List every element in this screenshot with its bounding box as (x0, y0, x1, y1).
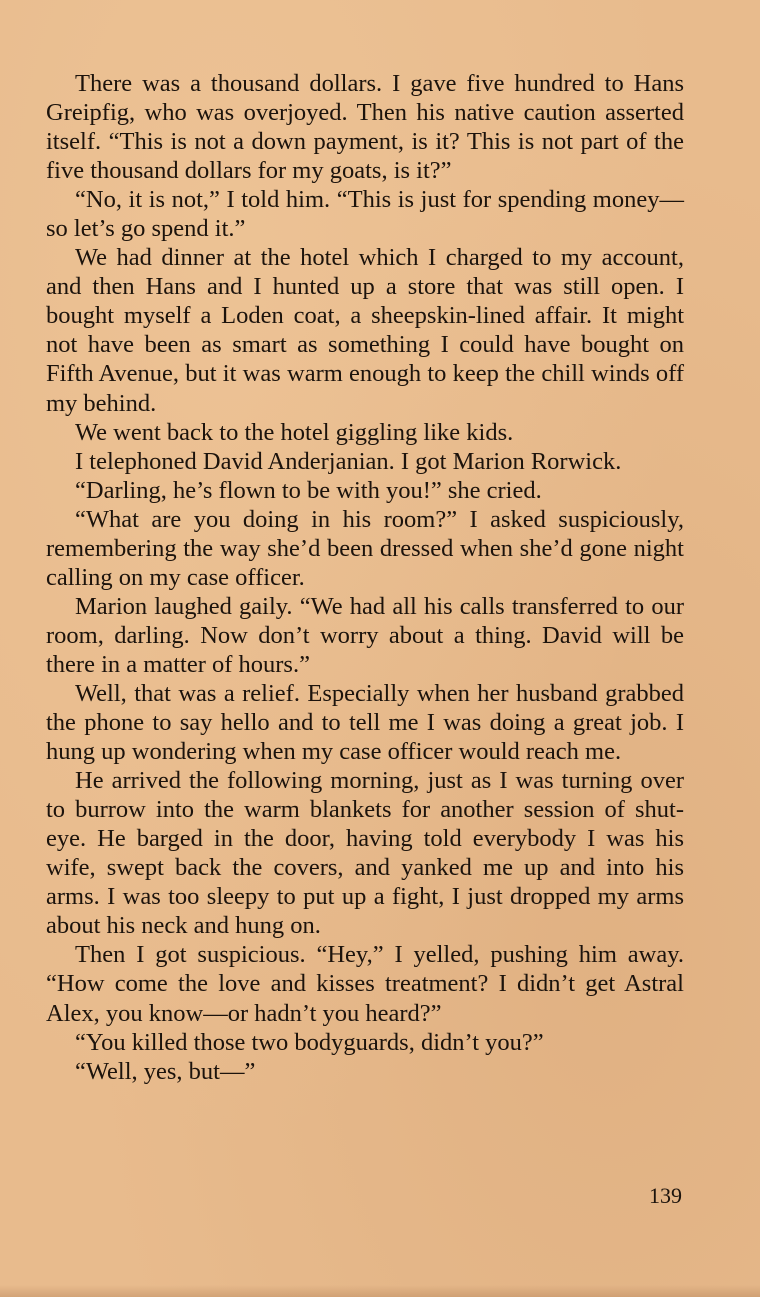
paragraph: “What are you doing in his room?” I asked suspiciously, remembering the way she’d been dressed when she’d gone night calling on my case officer. (46, 505, 684, 591)
paragraph: “Darling, he’s flown to be with you!” she cried. (75, 476, 542, 504)
paragraph: Then I got suspicious. “Hey,” I yelled, pushing him away. “How come the love and kisses treatment? I didn’t get Astral Alex, you know—or hadn’t you heard?” (46, 941, 684, 1027)
paragraph: “You killed those two bodyguards, didn’t you?” (75, 1028, 544, 1056)
page-number: 139 (649, 1183, 682, 1208)
paragraph: Marion laughed gaily. “We had all his calls transferred to our room, darling. Now don’t worry about a thing. David will be there in a matter of hours.” (46, 592, 684, 678)
page-edge-shadow (0, 1285, 760, 1297)
paragraph: I telephoned David Anderjanian. I got Marion Rorwick. (75, 447, 622, 475)
paragraph: He arrived the following morning, just as I was turning over to burrow into the warm blankets for another session of shut-eye. He barged in the door, having told everybody I was his wife, swept back the covers, and yanked me up and into his arms. I was too sleepy to put up a fight, I just dropped my arms about his neck and hung on. (46, 767, 684, 940)
paragraph: We had dinner at the hotel which I charged to my account, and then Hans and I hunted up a store that was still open. I bought myself a Loden coat, a sheepskin-lined affair. It might not have been as smart as something I could have bought on Fifth Avenue, but it was warm enough to keep the chill winds off my behind. (46, 244, 684, 417)
paragraph: “Well, yes, but—” (75, 1057, 256, 1085)
paragraph: Well, that was a relief. Especially when her husband grabbed the phone to say hello and to tell me I was doing a great job. I hung up wondering when my case officer would reach me. (46, 679, 684, 766)
paragraph: There was a thousand dollars. I gave five hundred to Hans Greipfig, who was overjoyed. Then his native caution asserted itself. “This is not a down payment, is it? This is not part of the five thousand dollars for my goats, is it?” (46, 70, 684, 185)
paragraph: “No, it is not,” I told him. “This is just for spending money—so let’s go spend it.” (46, 186, 684, 243)
body-text (46, 69, 684, 1086)
paragraph: We went back to the hotel giggling like kids. (75, 418, 514, 446)
